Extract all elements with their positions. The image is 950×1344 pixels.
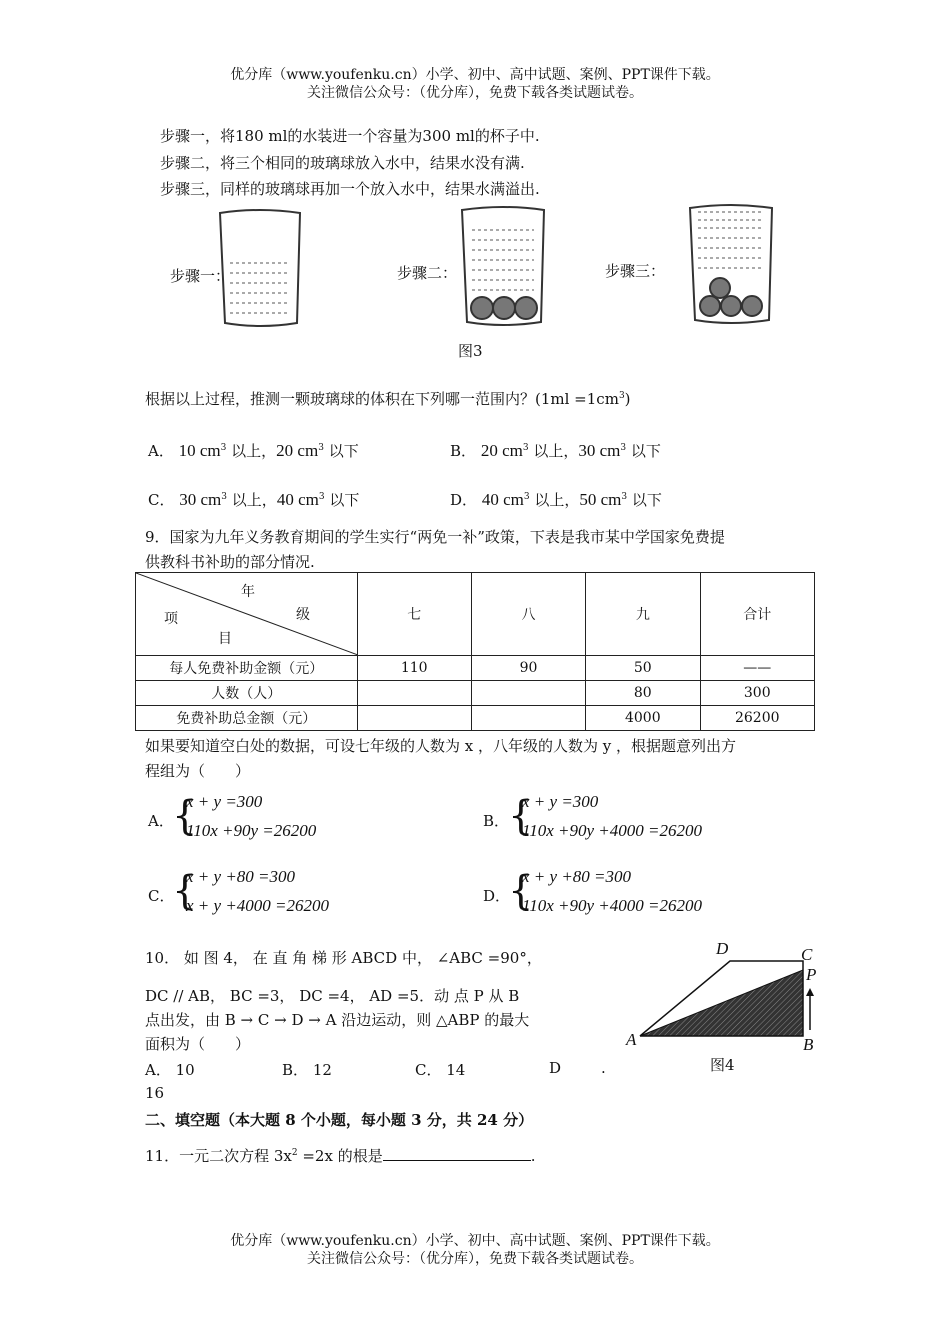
subsidy-table (135, 572, 815, 731)
q10-option-b[interactable]: B． 12 (282, 1061, 332, 1079)
corner-right: 级 (296, 607, 310, 623)
table-cell: —— (700, 656, 815, 681)
brace-b: { (508, 793, 534, 839)
fig4-label-b: B (803, 1035, 814, 1054)
table-row (136, 681, 815, 706)
q8-step-3: 步骤三，同样的玻璃球再加一个放入水中，结果水满溢出. (160, 180, 540, 198)
corner-left: 项 (164, 611, 178, 627)
cup-step-1 (215, 205, 305, 330)
brace-a: { (172, 793, 198, 839)
fig3-caption: 图3 (458, 342, 483, 360)
table-cell (357, 706, 471, 731)
q9-option-d-key[interactable]: D． (483, 887, 511, 905)
q9-c-eq2: x + y +4000 =26200 (186, 896, 330, 915)
q11-text: 11．一元二次方程 $3x^2 =2x$ 的根是 . (145, 1147, 536, 1165)
corner-bottom: 目 (218, 631, 232, 647)
table-cell: 4000 (586, 706, 700, 731)
col-header-9: 九 (586, 573, 700, 656)
q9-after-1: 如果要知道空白处的数据，可设七年级的人数为 x ，八年级的人数为 y ，根据题意列出方 (145, 737, 737, 755)
table-cell: 50 (586, 656, 700, 681)
q10-line-3: 点出发，由 B → C → D → A 沿边运动，则 △ABP 的最大 (145, 1011, 530, 1029)
table-row (136, 706, 815, 731)
q9-a-eq2: 110x +90y =26200 (186, 821, 317, 840)
q10-option-c[interactable]: C． 14 (415, 1061, 466, 1079)
q8-option-a[interactable]: A． 10 $cm^3$ 以上，20 $cm^3$ 以下 (148, 441, 359, 460)
fig4-caption: 图4 (710, 1056, 735, 1074)
section-2-title: 二、填空题（本大题 8 个小题，每小题 3 分，共 24 分） (145, 1111, 534, 1129)
q9-d-eq2: 110x +90y +4000 =26200 (522, 896, 702, 915)
header-line-2: 关注微信公众号：（优分库），免费下载各类试题试卷。 (307, 85, 643, 101)
fig4-label-p: P (806, 965, 817, 984)
q9-d-eq1: x + y +80 =300 (522, 867, 632, 886)
fig4-label-a: A (626, 1030, 637, 1049)
fig4-label-c: C (801, 945, 813, 964)
q10-option-a[interactable]: A． 10 (145, 1061, 195, 1079)
q9-b-eq1: x + y =300 (522, 792, 599, 811)
table-cell: 90 (471, 656, 585, 681)
q9-after-2: 程组为（ ） (145, 762, 251, 780)
table-cell (357, 681, 471, 706)
q9-a-eq1: x + y =300 (186, 792, 263, 811)
table-cell: 110 (357, 656, 471, 681)
q8-step-2: 步骤二，将三个相同的玻璃球放入水中，结果水没有满. (160, 154, 525, 172)
q10-option-d[interactable]: D . (549, 1059, 606, 1077)
fig4-label-d: D (716, 939, 729, 958)
cup-step-2 (457, 202, 549, 330)
footer-line-2: 关注微信公众号：（优分库），免费下载各类试题试卷。 (307, 1251, 643, 1267)
q8-question: 根据以上过程，推测一颗玻璃球的体积在下列哪一范围内？$(1ml =1cm^3)$ (145, 390, 631, 408)
col-header-8: 八 (471, 573, 585, 656)
table-row (136, 656, 815, 681)
brace-d: { (508, 868, 534, 914)
q10-line-4: 面积为（ ） (145, 1035, 251, 1053)
brace-c: { (172, 868, 198, 914)
table-cell: 80 (586, 681, 700, 706)
q9-option-a-key[interactable]: A． (148, 812, 174, 830)
cup-label-1: 步骤一： (170, 267, 231, 285)
cup-step-3 (685, 200, 777, 328)
q10-option-d-value: 16 (145, 1084, 165, 1102)
q9-option-c-key[interactable]: C． (148, 887, 175, 905)
table-cell (471, 706, 585, 731)
row-label: 每人免费补助金额（元） (136, 656, 358, 681)
table-cell: 300 (700, 681, 815, 706)
q9-c-eq1: x + y +80 =300 (186, 867, 296, 886)
q10-line-1: 10． 如 图 4， 在 直 角 梯 形 ABCD 中， ∠ABC =90°， (145, 949, 542, 967)
col-header-7: 七 (357, 573, 471, 656)
q9-option-b-key[interactable]: B． (483, 812, 510, 830)
q11-answer-blank[interactable] (383, 1146, 531, 1161)
table-cell (471, 681, 585, 706)
q8-step-1: 步骤一，将180 ml的水装进一个容量为300 ml的杯子中. (160, 127, 540, 145)
q9-b-eq2: 110x +90y +4000 =26200 (522, 821, 702, 840)
cup-label-2: 步骤二： (397, 264, 458, 282)
q8-option-d[interactable]: D． 40 $cm^3$ 以上，50 $cm^3$ 以下 (450, 490, 662, 509)
q8-option-b[interactable]: B． 20 $cm^3$ 以上，30 $cm^3$ 以下 (450, 441, 661, 460)
footer-line-1: 优分库（www.youfenku.cn）小学、初中、高中试题、案例、PPT课件下载。 (230, 1233, 720, 1249)
cup-label-3: 步骤三： (605, 262, 666, 280)
row-label: 人数（人） (136, 681, 358, 706)
q8-option-c[interactable]: C． 30 $cm^3$ 以上，40 $cm^3$ 以下 (148, 490, 360, 509)
q9-text-1: 9．国家为九年义务教育期间的学生实行“两免一补”政策，下表是我市某中学国家免费提 (145, 528, 725, 546)
q10-line-2: DC // AB， BC =3， DC =4， AD =5．动 点 P 从 B (145, 987, 520, 1005)
table-cell: 26200 (700, 706, 815, 731)
q9-text-2: 供教科书补助的部分情况. (145, 553, 315, 571)
row-label: 免费补助总金额（元） (136, 706, 358, 731)
corner-top: 年 (241, 584, 255, 600)
header-line-1: 优分库（www.youfenku.cn）小学、初中、高中试题、案例、PPT课件下载。 (230, 67, 720, 83)
col-header-total: 合计 (700, 573, 815, 656)
table-corner-cell (136, 573, 358, 656)
